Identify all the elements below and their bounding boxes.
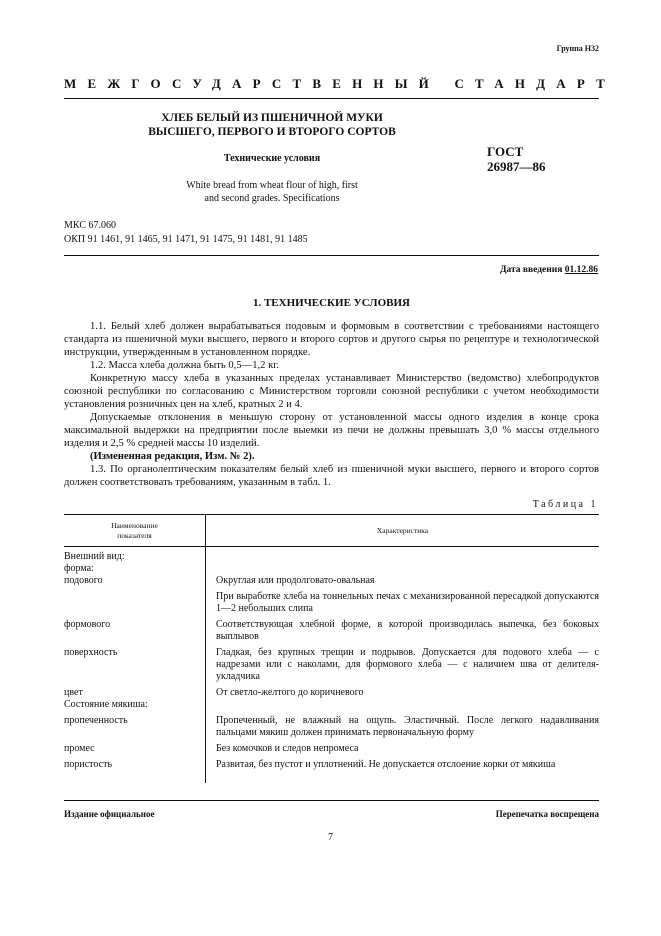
reprint-prohibited: Перепечатка воспрещена	[495, 809, 599, 819]
classification-rule	[64, 255, 599, 256]
column-header-characteristic: Характеристика	[206, 515, 600, 547]
organoleptic-table	[64, 514, 599, 783]
table-row: поверхность Гладкая, без крупных трещин и подрывов. Допускается для подового хлеба — с надрезами или с наколами, для формового хлеба — с наличием шва от делителя-укладчика	[64, 643, 599, 683]
footer-rule	[64, 800, 599, 801]
table-row: подового Округлая или продолговато-овальная	[64, 575, 375, 586]
section-body	[64, 320, 599, 489]
paragraph-1-2: 1.2. Масса хлеба должна быть 0,5—1,2 кг.	[90, 360, 280, 371]
group-code: Группа Н32	[556, 44, 599, 53]
okp-code: ОКП 91 1461, 91 1465, 91 1471, 91 1475, 91 1481, 91 1485	[64, 234, 308, 245]
table-row: пропеченность Пропеченный, не влажный на ощупь. Эластичный. После легкого надавливания пальцами мякиш должен принимать первоначальную форму	[64, 711, 599, 739]
paragraph-1-3: 1.3. По органолептическим показателям белый хлеб из пшеничной муки высшего, первого и второго сортов должен соответствовать требованиям, указанным в табл. 1.	[64, 464, 599, 488]
classification-codes	[64, 219, 308, 247]
document-subtitle: Технические условия	[223, 153, 321, 164]
table-row: Состояние мякиша:	[64, 699, 599, 711]
table-row: Внешний вид:	[64, 547, 599, 564]
amendment-note: (Измененная редакция, Изм. № 2).	[90, 451, 255, 462]
page-number: 7	[328, 832, 333, 843]
table-row: промес Без комочков и следов непромеса	[64, 739, 599, 755]
mks-code: МКС 67.060	[64, 220, 116, 231]
standard-banner: МЕЖГОСУДАРСТВЕННЫЙ СТАНДАРТ	[64, 76, 617, 91]
official-edition: Издание официальное	[64, 809, 155, 819]
table-row: формового Соответствующая хлебной форме, в которой производилась выпечка, без боковых выплывов	[64, 615, 599, 643]
section-heading: 1. ТЕХНИЧЕСКИЕ УСЛОВИЯ	[252, 297, 411, 309]
header-rule	[64, 98, 599, 99]
table-caption: Таблица 1	[532, 499, 598, 510]
table-row: пористость Развитая, без пустот и уплотнений. Не допускается отслоение корки от мякиша	[64, 755, 599, 771]
paragraph-tolerance: Допускаемые отклонения в меньшую сторону от установленной массы одного изделия в конце срока максимальной выдержки на предприятии после выемки из печи не должны превышать 3,0 % массы отдельного изделия и 2,5 % средней массы 10 изделий.	[64, 412, 599, 449]
english-title: White bread from wheat flour of high, first and second grades. Specifications	[186, 180, 358, 204]
paragraph-1-1: 1.1. Белый хлеб должен вырабатываться подовым и формовым в соответствии с требованиями настоящего стандарта из пшеничной муки высшего, первого и второго сортов и другого сырья по рецептуре и технологической инструкции, утвержденным в установленном порядке.	[64, 321, 599, 358]
table-row: При выработке хлеба на тоннельных печах с механизированной пересадкой допускаются 1—2 небольших слипа	[64, 587, 599, 615]
column-header-indicator: Наименование показателя	[64, 515, 206, 547]
document-title: ХЛЕБ БЕЛЫЙ ИЗ ПШЕНИЧНОЙ МУКИ ВЫСШЕГО, ПЕРВОГО И ВТОРОГО СОРТОВ	[148, 112, 396, 138]
table-row: цвет От светло-желтого до коричневого	[64, 683, 599, 699]
effective-date: Дата введения 01.12.86	[499, 265, 598, 275]
table-row: форма:	[64, 563, 599, 575]
paragraph-mass: Конкретную массу хлеба в указанных пределах устанавливает Министерство (ведомство) хлебопродуктов союзной республики по согласованию с Министерством торговли союзной республики с учетом необходимости установления розничных цен на хлеб, кратных 2 и 4.	[64, 373, 599, 410]
gost-designation: ГОСТ 26987—86	[487, 144, 546, 174]
